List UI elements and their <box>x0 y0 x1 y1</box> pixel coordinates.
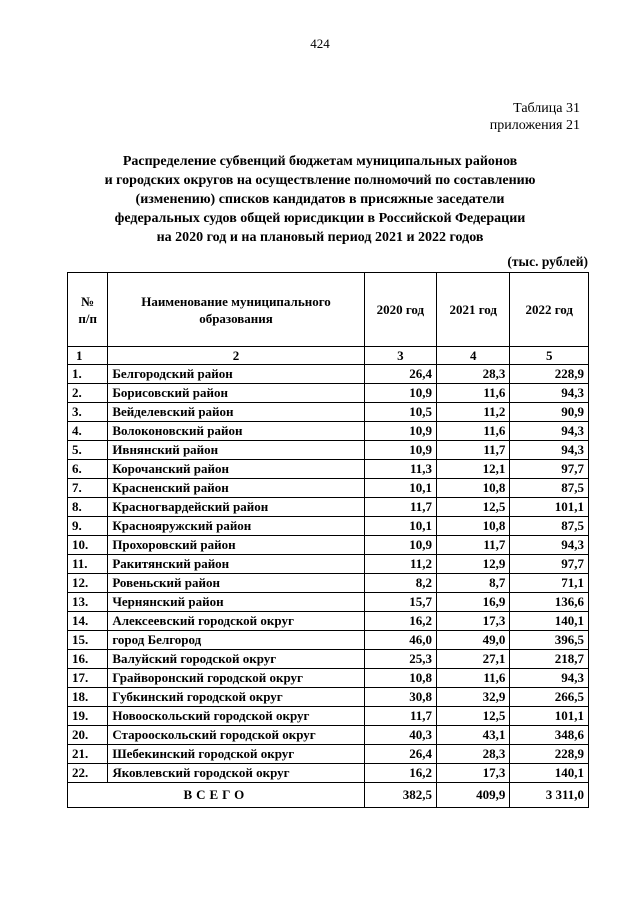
row-number: 14. <box>68 612 108 631</box>
header-2021: 2021 год <box>437 273 510 347</box>
table-row <box>68 669 589 688</box>
table-body <box>68 365 589 783</box>
row-number: 4. <box>68 422 108 441</box>
header-2020: 2020 год <box>364 273 436 347</box>
row-number: 10. <box>68 536 108 555</box>
row-value-2020: 30,8 <box>364 688 436 707</box>
row-value-2022: 266,5 <box>510 688 589 707</box>
row-value-2020: 11,2 <box>364 555 436 574</box>
row-value-2022: 94,3 <box>510 384 589 403</box>
table-row <box>68 650 589 669</box>
row-name: Чернянский район <box>108 593 364 612</box>
title-line: на 2020 год и на плановый период 2021 и 2022 годов <box>156 230 484 245</box>
table-reference-line-1: Таблица 31 <box>513 101 580 116</box>
row-value-2022: 140,1 <box>510 764 589 783</box>
row-number: 13. <box>68 593 108 612</box>
header-2022: 2022 год <box>510 273 589 347</box>
table-row <box>68 688 589 707</box>
row-name: Красненский район <box>108 479 364 498</box>
row-value-2022: 228,9 <box>510 745 589 764</box>
title-line: (изменению) списков кандидатов в присяжные заседатели <box>135 192 505 207</box>
table-reference-line-2: приложения 21 <box>489 118 580 133</box>
row-name: Ивнянский район <box>108 441 364 460</box>
table-row <box>68 498 589 517</box>
row-number: 5. <box>68 441 108 460</box>
title-line: и городских округов на осуществление полномочий по составлению <box>104 173 536 188</box>
row-value-2020: 46,0 <box>364 631 436 650</box>
row-name: Красногвардейский район <box>108 498 364 517</box>
table-row <box>68 726 589 745</box>
row-number: 9. <box>68 517 108 536</box>
row-name: Новооскольский городской округ <box>108 707 364 726</box>
row-value-2020: 10,9 <box>364 441 436 460</box>
row-value-2022: 94,3 <box>510 669 589 688</box>
row-number: 6. <box>68 460 108 479</box>
row-value-2020: 15,7 <box>364 593 436 612</box>
row-name: Яковлевский городской округ <box>108 764 364 783</box>
row-value-2022: 218,7 <box>510 650 589 669</box>
row-value-2021: 27,1 <box>437 650 510 669</box>
table-reference <box>490 100 580 134</box>
row-number: 16. <box>68 650 108 669</box>
row-number: 1. <box>68 365 108 384</box>
row-number: 12. <box>68 574 108 593</box>
row-number: 2. <box>68 384 108 403</box>
row-value-2022: 396,5 <box>510 631 589 650</box>
header-name-line-1: Наименование муниципального <box>141 293 331 309</box>
table-row <box>68 707 589 726</box>
row-name: Валуйский городской округ <box>108 650 364 669</box>
row-name: город Белгород <box>108 631 364 650</box>
row-value-2020: 26,4 <box>364 745 436 764</box>
row-value-2022: 97,7 <box>510 460 589 479</box>
units-label: (тыс. рублей) <box>507 254 588 269</box>
row-value-2021: 43,1 <box>437 726 510 745</box>
row-number: 21. <box>68 745 108 764</box>
row-name: Шебекинский городской округ <box>108 745 364 764</box>
row-number: 15. <box>68 631 108 650</box>
row-value-2022: 101,1 <box>510 498 589 517</box>
row-value-2021: 8,7 <box>437 574 510 593</box>
header-number-line-2: п/п <box>78 310 97 326</box>
table-row <box>68 536 589 555</box>
column-number: 3 <box>364 347 436 365</box>
row-value-2021: 11,2 <box>437 403 510 422</box>
header-number-line-1: № <box>81 293 95 309</box>
row-value-2020: 11,3 <box>364 460 436 479</box>
row-name: Губкинский городской округ <box>108 688 364 707</box>
row-value-2020: 10,9 <box>364 384 436 403</box>
row-value-2020: 10,9 <box>364 422 436 441</box>
table-row <box>68 574 589 593</box>
row-value-2022: 136,6 <box>510 593 589 612</box>
total-2022: 3 311,0 <box>510 783 589 808</box>
row-name: Ровеньский район <box>108 574 364 593</box>
row-number: 18. <box>68 688 108 707</box>
row-number: 8. <box>68 498 108 517</box>
row-name: Грайворонский городской округ <box>108 669 364 688</box>
page-number: 424 <box>310 36 330 51</box>
row-value-2022: 90,9 <box>510 403 589 422</box>
total-2020: 382,5 <box>364 783 436 808</box>
row-value-2022: 87,5 <box>510 517 589 536</box>
table-row <box>68 612 589 631</box>
row-name: Белгородский район <box>108 365 364 384</box>
row-value-2020: 40,3 <box>364 726 436 745</box>
total-row <box>68 783 589 808</box>
table-row <box>68 745 589 764</box>
table-row <box>68 479 589 498</box>
row-value-2020: 25,3 <box>364 650 436 669</box>
row-number: 17. <box>68 669 108 688</box>
table-row <box>68 517 589 536</box>
row-value-2021: 11,7 <box>437 536 510 555</box>
row-value-2021: 28,3 <box>437 365 510 384</box>
row-value-2021: 12,9 <box>437 555 510 574</box>
row-name: Волоконовский район <box>108 422 364 441</box>
row-name: Вейделевский район <box>108 403 364 422</box>
row-value-2020: 10,1 <box>364 517 436 536</box>
table-row <box>68 441 589 460</box>
column-number-row <box>68 347 589 365</box>
row-value-2021: 11,6 <box>437 669 510 688</box>
header-number <box>68 273 108 347</box>
total-label: ВСЕГО <box>68 783 365 808</box>
row-number: 3. <box>68 403 108 422</box>
title-line: федеральных судов общей юрисдикции в Российской Федерации <box>114 211 526 226</box>
row-value-2020: 11,7 <box>364 707 436 726</box>
row-value-2020: 10,5 <box>364 403 436 422</box>
title-line: Распределение субвенций бюджетам муниципальных районов <box>122 154 518 169</box>
row-number: 20. <box>68 726 108 745</box>
column-number: 5 <box>510 347 589 365</box>
row-value-2022: 94,3 <box>510 422 589 441</box>
row-value-2020: 11,7 <box>364 498 436 517</box>
row-value-2022: 94,3 <box>510 536 589 555</box>
table-row <box>68 365 589 384</box>
row-value-2022: 228,9 <box>510 365 589 384</box>
row-value-2021: 12,1 <box>437 460 510 479</box>
table-header-row <box>68 273 589 347</box>
row-value-2021: 32,9 <box>437 688 510 707</box>
row-value-2020: 16,2 <box>364 764 436 783</box>
row-value-2021: 17,3 <box>437 612 510 631</box>
row-value-2021: 17,3 <box>437 764 510 783</box>
row-value-2020: 10,1 <box>364 479 436 498</box>
row-name: Алексеевский городской округ <box>108 612 364 631</box>
row-value-2022: 71,1 <box>510 574 589 593</box>
row-name: Ракитянский район <box>108 555 364 574</box>
row-number: 11. <box>68 555 108 574</box>
table-row <box>68 422 589 441</box>
table-row <box>68 555 589 574</box>
row-value-2021: 12,5 <box>437 707 510 726</box>
subvention-table <box>67 272 589 808</box>
row-name: Старооскольский городской округ <box>108 726 364 745</box>
row-value-2022: 101,1 <box>510 707 589 726</box>
row-number: 7. <box>68 479 108 498</box>
table-row <box>68 384 589 403</box>
table-row <box>68 403 589 422</box>
column-number: 4 <box>437 347 510 365</box>
row-value-2022: 348,6 <box>510 726 589 745</box>
row-value-2021: 10,8 <box>437 517 510 536</box>
row-value-2020: 10,8 <box>364 669 436 688</box>
row-value-2022: 94,3 <box>510 441 589 460</box>
column-number: 1 <box>68 347 108 365</box>
row-name: Корочанский район <box>108 460 364 479</box>
row-value-2020: 16,2 <box>364 612 436 631</box>
row-value-2021: 49,0 <box>437 631 510 650</box>
table-row <box>68 593 589 612</box>
row-value-2021: 12,5 <box>437 498 510 517</box>
header-name-line-2: образования <box>199 310 273 326</box>
row-value-2021: 10,8 <box>437 479 510 498</box>
row-value-2021: 28,3 <box>437 745 510 764</box>
row-value-2022: 140,1 <box>510 612 589 631</box>
total-2021: 409,9 <box>437 783 510 808</box>
table-row <box>68 764 589 783</box>
row-value-2021: 11,6 <box>437 422 510 441</box>
row-value-2020: 8,2 <box>364 574 436 593</box>
header-name <box>108 273 364 347</box>
row-value-2022: 97,7 <box>510 555 589 574</box>
row-value-2022: 87,5 <box>510 479 589 498</box>
row-value-2020: 26,4 <box>364 365 436 384</box>
document-title <box>60 152 580 247</box>
row-value-2021: 11,6 <box>437 384 510 403</box>
row-name: Борисовский район <box>108 384 364 403</box>
table-row <box>68 631 589 650</box>
row-name: Краснояружский район <box>108 517 364 536</box>
row-value-2021: 16,9 <box>437 593 510 612</box>
row-value-2020: 10,9 <box>364 536 436 555</box>
row-number: 19. <box>68 707 108 726</box>
row-name: Прохоровский район <box>108 536 364 555</box>
row-number: 22. <box>68 764 108 783</box>
column-number: 2 <box>108 347 364 365</box>
table-row <box>68 460 589 479</box>
row-value-2021: 11,7 <box>437 441 510 460</box>
